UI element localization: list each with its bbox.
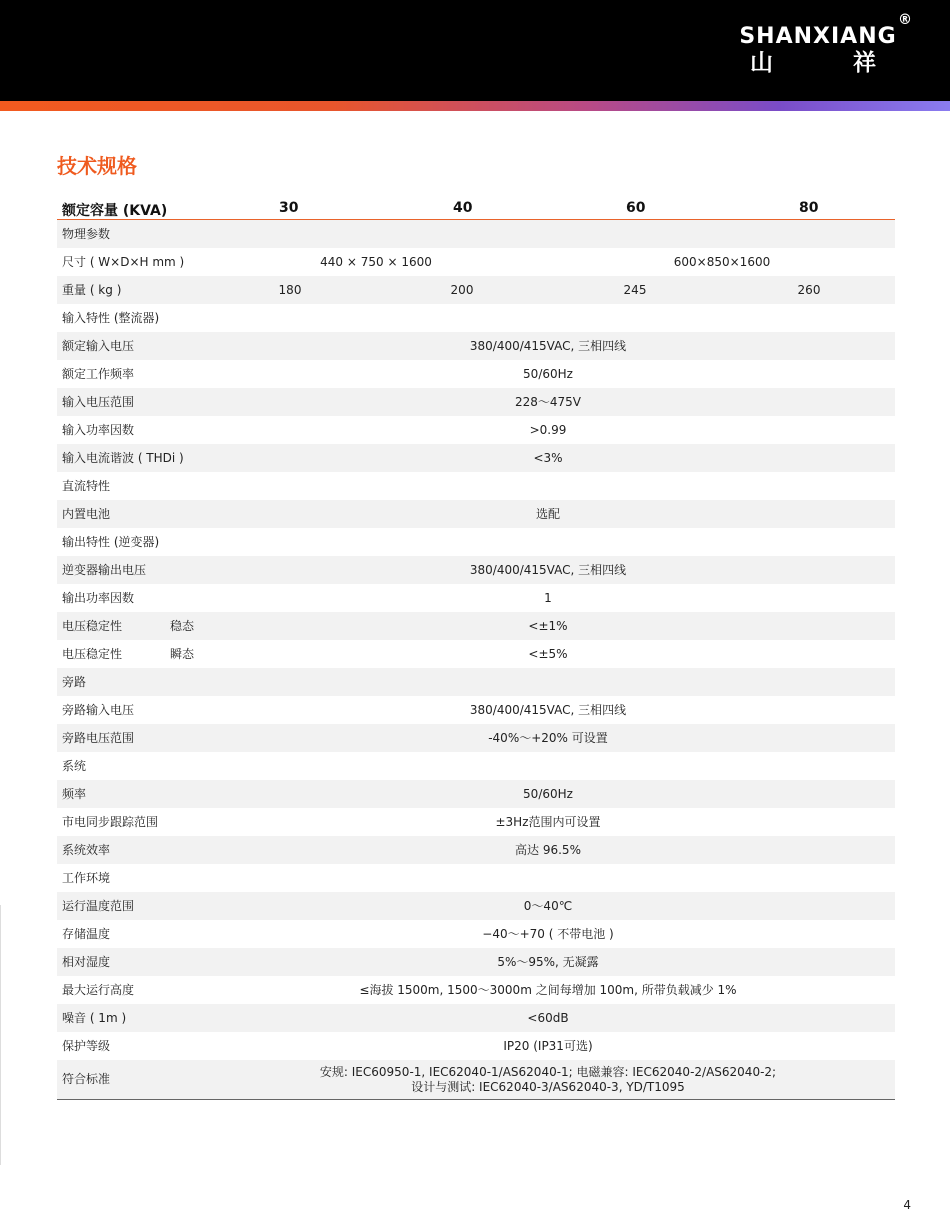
spec-table [57, 193, 895, 1100]
margin-rule [0, 905, 1, 1165]
row-label: 输入电流谐波 ( THDi ) [62, 451, 184, 465]
table-row [57, 500, 895, 528]
row-value: 600×850×1600 [673, 255, 771, 269]
row-label: 输入功率因数 [62, 423, 135, 437]
header-capacity-label: 额定容量 (KVA) [62, 203, 168, 219]
header-col-30: 30 [279, 200, 299, 216]
row-value: 0～40℃ [523, 899, 573, 913]
section-label: 旁路 [62, 675, 87, 689]
row-label: 存储温度 [62, 927, 111, 941]
row-value [207, 1065, 889, 1095]
table-row [57, 976, 895, 1004]
table-row [57, 920, 895, 948]
section-title: 技术规格 [57, 154, 137, 178]
header-col-40: 40 [453, 200, 473, 216]
row-sublabel: 稳态 [170, 619, 195, 633]
table-row [57, 304, 895, 332]
section-label: 系统 [62, 759, 87, 773]
row-value: 选配 [535, 507, 560, 521]
row-label: 尺寸 ( W×D×H mm ) [62, 255, 185, 269]
row-sublabel: 瞬态 [170, 647, 195, 661]
row-value: 260 [797, 283, 821, 297]
table-row [57, 444, 895, 472]
table-row [57, 1004, 895, 1032]
standards-line-1: 安规: IEC60950-1, IEC62040-1/AS62040-1; 电磁兼容: IEC62040-2/AS62040-2; [319, 1065, 777, 1079]
table-row [57, 1060, 895, 1100]
row-label: 电压稳定性 [62, 647, 123, 661]
row-label: 频率 [62, 787, 87, 801]
table-row [57, 668, 895, 696]
table-row [57, 948, 895, 976]
section-label: 输出特性 (逆变器) [62, 535, 160, 549]
table-row [57, 864, 895, 892]
row-label: 系统效率 [62, 843, 111, 857]
row-label: 输出功率因数 [62, 591, 135, 605]
table-row [57, 640, 895, 668]
table-row [57, 416, 895, 444]
row-value: 50/60Hz [523, 787, 573, 801]
row-value: 200 [450, 283, 474, 297]
row-label: 额定输入电压 [62, 339, 135, 353]
table-row [57, 220, 895, 248]
row-label: 相对湿度 [62, 955, 111, 969]
section-label: 直流特性 [62, 479, 111, 493]
table-row [57, 276, 895, 304]
row-value: 5%～95%, 无凝露 [497, 955, 599, 969]
table-row [57, 472, 895, 500]
row-label: 旁路输入电压 [62, 703, 135, 717]
row-value: ±3Hz范围内可设置 [495, 815, 601, 829]
table-header [57, 193, 895, 220]
row-label: 内置电池 [62, 507, 111, 521]
row-label: 市电同步跟踪范围 [62, 815, 159, 829]
table-row [57, 528, 895, 556]
row-value: −40～+70 ( 不带电池 ) [482, 927, 614, 941]
table-row [57, 892, 895, 920]
table-row [57, 752, 895, 780]
registered-mark: ® [898, 12, 912, 28]
row-label: 重量 ( kg ) [62, 283, 122, 297]
row-value: 380/400/415VAC, 三相四线 [469, 703, 627, 717]
row-value: <60dB [527, 1011, 569, 1025]
row-value: IP20 (IP31可选) [503, 1039, 593, 1053]
table-row [57, 724, 895, 752]
table-row [57, 248, 895, 276]
brand-cn-char-2: 祥 [853, 50, 876, 76]
row-value: 380/400/415VAC, 三相四线 [469, 563, 627, 577]
row-value: <±5% [528, 647, 568, 661]
table-row [57, 1032, 895, 1060]
row-value: ≤海拔 1500m, 1500～3000m 之间每增加 100m, 所带负载减少 1% [359, 983, 737, 997]
table-row [57, 388, 895, 416]
row-label: 保护等级 [62, 1039, 111, 1053]
row-value: 440 × 750 × 1600 [320, 255, 432, 269]
table-row [57, 584, 895, 612]
page-number: 4 [903, 1198, 911, 1212]
table-row [57, 612, 895, 640]
brand-cn-char-1: 山 [750, 50, 773, 76]
header-col-60: 60 [626, 200, 646, 216]
row-label: 符合标准 [62, 1072, 111, 1086]
table-row [57, 836, 895, 864]
brand-name-cn [738, 50, 898, 76]
row-label: 电压稳定性 [62, 619, 123, 633]
row-value: 245 [623, 283, 647, 297]
row-value: 380/400/415VAC, 三相四线 [469, 339, 627, 353]
section-label: 物理参数 [62, 227, 111, 241]
table-row [57, 556, 895, 584]
row-value: <3% [533, 451, 563, 465]
row-value: <±1% [528, 619, 568, 633]
table-row [57, 780, 895, 808]
row-label: 输入电压范围 [62, 395, 135, 409]
header-col-80: 80 [799, 200, 819, 216]
row-label: 额定工作频率 [62, 367, 135, 381]
row-value: 180 [278, 283, 302, 297]
brand-name-en: SHANXIANG [739, 24, 897, 49]
row-label: 运行温度范围 [62, 899, 135, 913]
table-row [57, 696, 895, 724]
section-label: 输入特性 (整流器) [62, 311, 160, 325]
row-value: 228～475V [514, 395, 582, 409]
table-row [57, 808, 895, 836]
table-row [57, 332, 895, 360]
row-label: 逆变器输出电压 [62, 563, 147, 577]
header-gradient-bar [0, 101, 950, 111]
table-row [57, 360, 895, 388]
page-header [0, 0, 950, 101]
section-label: 工作环境 [62, 871, 111, 885]
row-value: 50/60Hz [523, 367, 573, 381]
row-label: 最大运行高度 [62, 983, 135, 997]
row-value: -40%～+20% 可设置 [488, 731, 608, 745]
brand-logo [738, 12, 912, 76]
row-value: 1 [544, 591, 552, 605]
row-value: 高达 96.5% [515, 843, 581, 857]
row-value: >0.99 [529, 423, 567, 437]
standards-line-2: 设计与测试: IEC62040-3/AS62040-3, YD/T1095 [411, 1080, 685, 1094]
row-label: 旁路电压范围 [62, 731, 135, 745]
row-label: 噪音 ( 1m ) [62, 1011, 127, 1025]
